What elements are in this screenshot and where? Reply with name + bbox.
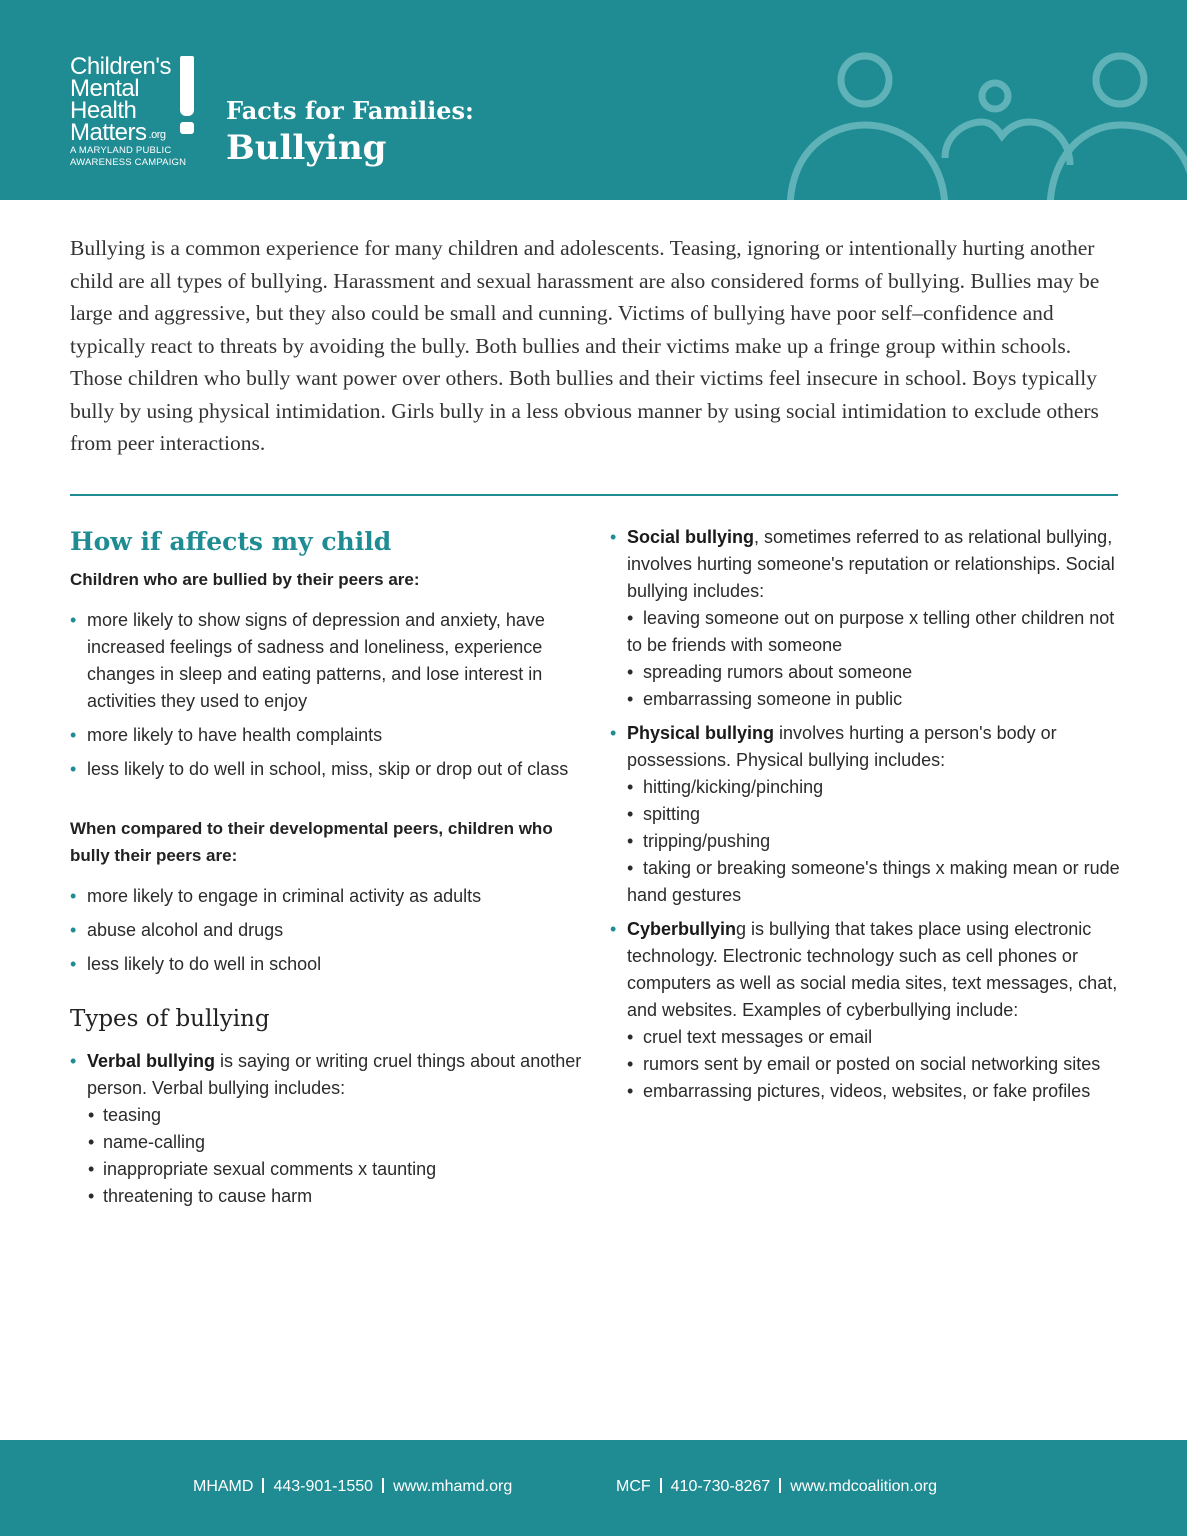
sub-item: • teasing [87,1102,590,1129]
verbal-text: is saying or writing cruel things about another person. Verbal bullying includes: [87,1051,582,1098]
bullied-lead: Children who are bullied by their peers are: [70,570,420,589]
intro-paragraph: Bullying is a common experience for many children and adolescents. Teasing, ignoring or intentionally hurting another child are all types of bullying. Harassment and sexual harassment are also considered forms of bullying. Bullies may be large and aggressive, but they also could be small and cunning. Victims of bullying have poor self–confidence and typically react to threats by avoiding the bully. Both bullies and their victims make up a fringe group within schools. Those children who bully want power over others. Both bullies and their victims feel insecure in school. Boys typically bully by using physical intimidation. Girls bully in a less obvious manner by using social intimidation to exclude others from peer interactions. [70,236,1100,455]
sub-item: • spitting [627,804,701,824]
affects-heading: How if affects my child [70,527,392,556]
footer-banner [0,1440,1187,1536]
header-banner [0,0,1187,200]
list-item: • more likely to engage in criminal activity as adults [70,883,590,910]
page-title: Bullying [226,128,387,168]
sub-item: • leaving someone out on purpose x telling other children not to be friends with someone [627,608,1115,655]
footer-separator [382,1478,384,1493]
verbal-term: Verbal bullying [87,1051,216,1071]
footer-contact-mcf [616,1476,937,1498]
logo-line-2: Mental [70,75,140,102]
verbal-list [70,1048,590,1210]
footer-org-1: MHAMD [193,1478,254,1495]
logo-org: .org [148,129,166,141]
list-item: • more likely to show signs of depression and anxiety, have increased feelings of sadness and loneliness, experience changes in sleep and eating patterns, and lose interest in activities they used to enjoy [70,607,590,715]
footer-org-2: MCF [616,1478,651,1495]
list-item: • abuse alcohol and drugs [70,917,590,944]
physical-term: Physical bullying [627,723,775,743]
cyberbullying-item [610,916,1120,1105]
section-divider [70,494,1118,496]
sub-item: • name-calling [87,1129,590,1156]
footer-phone-1: 443-901-1550 [273,1478,374,1495]
sub-item: • taking or breaking someone's things x making mean or rude hand gestures [627,858,1120,905]
logo-exclamation-icon [180,56,194,116]
sub-item: • spreading rumors about someone [627,662,913,682]
list-item: • less likely to do well in school, miss, skip or drop out of class [70,756,590,783]
footer-web-1[interactable]: www.mhamd.org [393,1478,513,1495]
logo [70,53,210,168]
verbal-bullying-item [70,1048,590,1210]
sub-item: • rumors sent by email or posted on social networking sites [627,1054,1101,1074]
sub-item: • threatening to cause harm [87,1183,590,1210]
logo-exclamation-dot-icon [180,122,194,134]
footer-separator [660,1478,662,1493]
sub-item: • embarrassing someone in public [627,689,903,709]
sub-item: • tripping/pushing [627,831,771,851]
social-sublist [627,605,1120,713]
bully-list [70,883,590,978]
footer-separator [262,1478,264,1493]
types-list-right [610,524,1120,1105]
logo-subtitle-2: AWARENESS CAMPAIGN [70,157,187,168]
social-term: Social bullying [627,527,755,547]
sub-item: • cruel text messages or email [627,1027,873,1047]
people-circles-icon [770,40,1187,200]
sub-item: • hitting/kicking/pinching [627,777,824,797]
sub-item: • inappropriate sexual comments x taunting [87,1156,590,1183]
list-item: • less likely to do well in school [70,951,590,978]
right-column [610,524,1120,1105]
types-heading: Types of bullying [70,1006,270,1032]
logo-line-3: Health [70,97,137,124]
cyber-text: g is bullying that takes place using electronic technology. Electronic technology such as cell phones or computers as well as social media sites, text messages, chat, and websites. Examples of cyberbullying include: [627,919,1118,1020]
left-column [70,526,590,1217]
cyber-sublist [627,1024,1120,1105]
cyber-term: Cyberbullyin [627,919,737,939]
bully-lead: When compared to their developmental peers, children who bully their peers are: [70,819,553,865]
logo-subtitle-1: A MARYLAND PUBLIC [70,145,172,156]
sub-item: • embarrassing pictures, videos, websites, or fake profiles [627,1081,1091,1101]
social-bullying-item [610,524,1120,713]
footer-web-2[interactable]: www.mdcoalition.org [790,1478,938,1495]
footer-separator [779,1478,781,1493]
verbal-sublist [87,1102,590,1210]
list-item: • more likely to have health complaints [70,722,590,749]
logo-line-1: Children's [70,53,171,80]
physical-text: involves hurting a person's body or possessions. Physical bullying includes: [627,723,1057,770]
logo-matters: Matters [70,119,147,146]
header-kicker: Facts for Families: [226,96,474,125]
physical-sublist [627,774,1120,909]
social-text: , sometimes referred to as relational bullying, involves hurting someone's reputation or relationships. Social bullying includes: [627,527,1115,601]
footer-phone-2: 410-730-8267 [670,1478,771,1495]
bullied-list [70,607,590,783]
physical-bullying-item [610,720,1120,909]
footer-contact-mhamd [193,1476,512,1498]
